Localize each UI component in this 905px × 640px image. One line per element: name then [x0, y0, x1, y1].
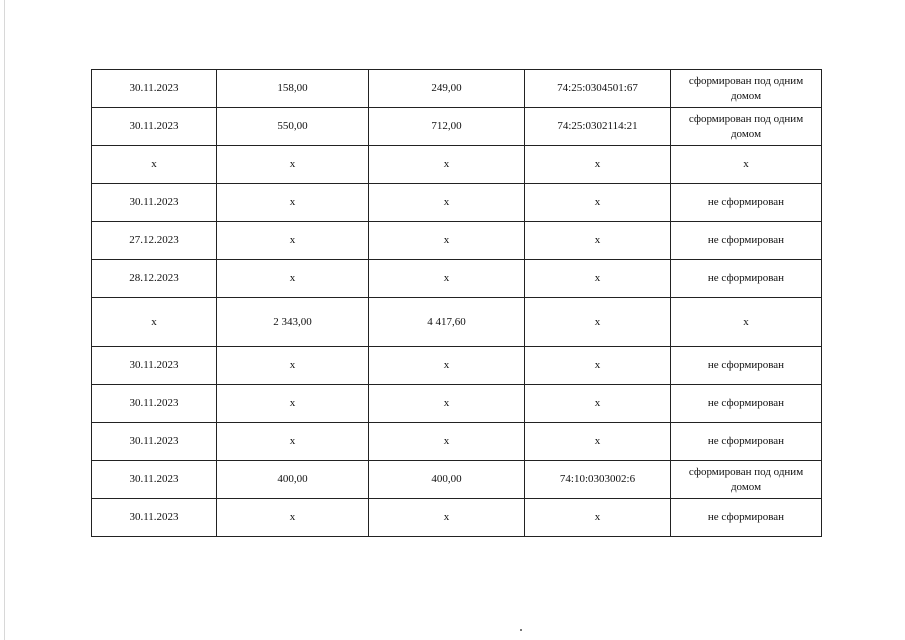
area-cell: х	[369, 347, 525, 385]
area-cell: 158,00	[217, 70, 369, 108]
status-cell: не сформирован	[671, 347, 822, 385]
date-cell: 30.11.2023	[92, 347, 217, 385]
status-cell: сформирован под одним домом	[671, 70, 822, 108]
status-cell: не сформирован	[671, 184, 822, 222]
area-cell: 249,00	[369, 70, 525, 108]
table-row	[92, 70, 822, 108]
area-cell: х	[369, 499, 525, 537]
cadastral-number-cell: х	[525, 499, 671, 537]
scan-edge-line	[4, 0, 5, 640]
area-cell: х	[217, 385, 369, 423]
table-row	[92, 347, 822, 385]
area-cell: х	[217, 260, 369, 298]
area-cell: 400,00	[217, 461, 369, 499]
status-cell: не сформирован	[671, 499, 822, 537]
status-cell: не сформирован	[671, 260, 822, 298]
table-row	[92, 146, 822, 184]
status-cell: х	[671, 146, 822, 184]
table-row	[92, 499, 822, 537]
area-cell: х	[369, 423, 525, 461]
area-cell: х	[369, 146, 525, 184]
date-cell: х	[92, 146, 217, 184]
cadastral-number-cell: 74:25:0302114:21	[525, 108, 671, 146]
status-cell: не сформирован	[671, 423, 822, 461]
table-row	[92, 184, 822, 222]
area-cell: 550,00	[217, 108, 369, 146]
area-cell: х	[217, 347, 369, 385]
status-cell: сформирован под одним домом	[671, 461, 822, 499]
cadastral-number-cell: х	[525, 146, 671, 184]
table-row	[92, 108, 822, 146]
area-cell: х	[217, 222, 369, 260]
cadastral-number-cell: х	[525, 385, 671, 423]
table-row	[92, 260, 822, 298]
date-cell: 30.11.2023	[92, 499, 217, 537]
date-cell: 30.11.2023	[92, 108, 217, 146]
cadastral-number-cell: х	[525, 298, 671, 347]
table-row	[92, 385, 822, 423]
cadastral-number-cell: х	[525, 423, 671, 461]
table-row	[92, 423, 822, 461]
status-cell: сформирован под одним домом	[671, 108, 822, 146]
area-cell: х	[369, 222, 525, 260]
date-cell: 30.11.2023	[92, 385, 217, 423]
area-cell: х	[217, 499, 369, 537]
date-cell: 30.11.2023	[92, 461, 217, 499]
status-cell: не сформирован	[671, 385, 822, 423]
area-cell: х	[217, 184, 369, 222]
cadastral-number-cell: х	[525, 260, 671, 298]
status-cell: х	[671, 298, 822, 347]
area-cell: х	[217, 423, 369, 461]
cadastral-number-cell: х	[525, 184, 671, 222]
date-cell: 30.11.2023	[92, 423, 217, 461]
table-row	[92, 222, 822, 260]
cadastral-number-cell: х	[525, 347, 671, 385]
area-cell: 712,00	[369, 108, 525, 146]
area-cell: 4 417,60	[369, 298, 525, 347]
area-cell: х	[369, 385, 525, 423]
area-cell: х	[369, 184, 525, 222]
table-row	[92, 461, 822, 499]
date-cell: 27.12.2023	[92, 222, 217, 260]
area-cell: 400,00	[369, 461, 525, 499]
date-cell: 30.11.2023	[92, 184, 217, 222]
status-cell: не сформирован	[671, 222, 822, 260]
cadastral-number-cell: 74:10:0303002:6	[525, 461, 671, 499]
cadastral-number-cell: х	[525, 222, 671, 260]
table-row	[92, 298, 822, 347]
cadastral-number-cell: 74:25:0304501:67	[525, 70, 671, 108]
area-cell: х	[369, 260, 525, 298]
scan-dot	[520, 629, 522, 631]
area-cell: 2 343,00	[217, 298, 369, 347]
date-cell: 30.11.2023	[92, 70, 217, 108]
area-cell: х	[217, 146, 369, 184]
date-cell: х	[92, 298, 217, 347]
land-plot-table	[91, 69, 822, 537]
date-cell: 28.12.2023	[92, 260, 217, 298]
